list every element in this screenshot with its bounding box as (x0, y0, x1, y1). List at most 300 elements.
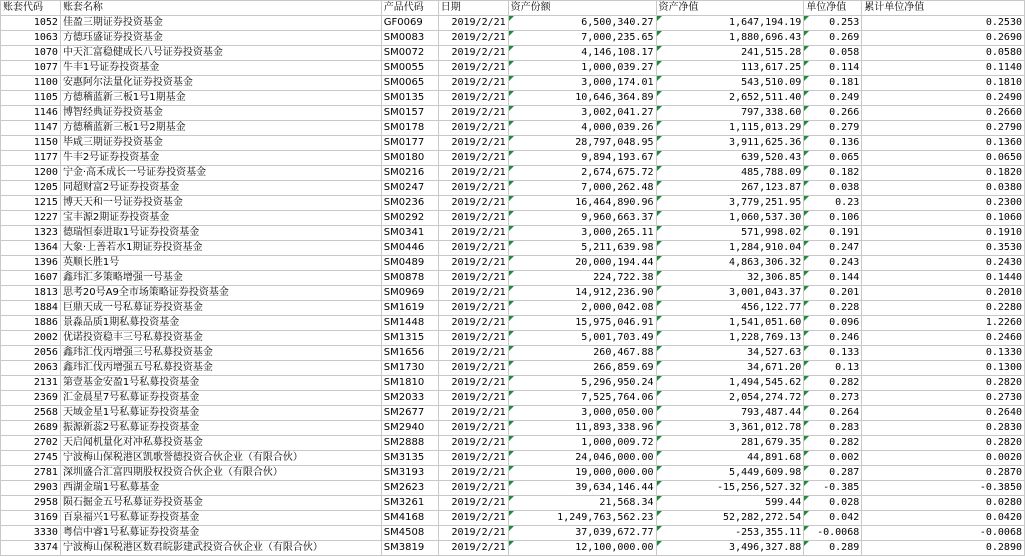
cell-code[interactable]: 1070 (1, 46, 61, 61)
cell-date[interactable]: 2019/2/21 (438, 421, 508, 436)
cell-shares[interactable]: 24,046,000.00 (508, 451, 656, 466)
cell-nav[interactable]: 485,788.09 (656, 166, 804, 181)
cell-date[interactable]: 2019/2/21 (438, 91, 508, 106)
cell-shares[interactable]: 20,000,194.44 (508, 256, 656, 271)
cell-date[interactable]: 2019/2/21 (438, 121, 508, 136)
cell-nav[interactable]: 4,863,306.32 (656, 256, 804, 271)
cell-unit-nav[interactable]: 0.002 (804, 451, 862, 466)
cell-cum-nav[interactable]: 0.2280 (862, 301, 1025, 316)
cell-nav[interactable]: 639,520.43 (656, 151, 804, 166)
header-unit-nav[interactable]: 单位净值 (804, 1, 862, 16)
cell-unit-nav[interactable]: 0.182 (804, 166, 862, 181)
cell-name[interactable]: 宁波梅山保税港区数君皖影建武投资合伙企业（有限合伙） (60, 541, 381, 556)
cell-unit-nav[interactable]: 0.106 (804, 211, 862, 226)
cell-shares[interactable]: 3,000,050.00 (508, 406, 656, 421)
cell-unit-nav[interactable]: 0.279 (804, 121, 862, 136)
cell-nav[interactable]: 1,880,696.43 (656, 31, 804, 46)
cell-cum-nav[interactable]: 0.2430 (862, 256, 1025, 271)
cell-unit-nav[interactable]: 0.144 (804, 271, 862, 286)
cell-date[interactable]: 2019/2/21 (438, 31, 508, 46)
cell-date[interactable]: 2019/2/21 (438, 286, 508, 301)
cell-nav[interactable]: 1,228,769.13 (656, 331, 804, 346)
cell-date[interactable]: 2019/2/21 (438, 331, 508, 346)
cell-cum-nav[interactable]: 0.0580 (862, 46, 1025, 61)
cell-product[interactable]: SM2623 (381, 481, 438, 496)
cell-product[interactable]: SM0157 (381, 106, 438, 121)
cell-cum-nav[interactable]: 0.1300 (862, 361, 1025, 376)
cell-date[interactable]: 2019/2/21 (438, 151, 508, 166)
header-date[interactable]: 日期 (438, 1, 508, 16)
cell-unit-nav[interactable]: 0.042 (804, 511, 862, 526)
cell-shares[interactable]: 7,000,262.48 (508, 181, 656, 196)
cell-product[interactable]: SM3135 (381, 451, 438, 466)
cell-product[interactable]: SM3819 (381, 541, 438, 556)
cell-nav[interactable]: 241,515.28 (656, 46, 804, 61)
cell-unit-nav[interactable]: 0.282 (804, 436, 862, 451)
cell-shares[interactable]: 16,464,890.96 (508, 196, 656, 211)
cell-cum-nav[interactable]: 0.0020 (862, 451, 1025, 466)
cell-name[interactable]: 巨鼎天成一号私募证券投资基金 (60, 301, 381, 316)
cell-nav[interactable]: 793,487.44 (656, 406, 804, 421)
cell-product[interactable]: SM0178 (381, 121, 438, 136)
cell-name[interactable]: 毕咸三期证券投资基金 (60, 136, 381, 151)
cell-cum-nav[interactable]: 0.2010 (862, 286, 1025, 301)
cell-date[interactable]: 2019/2/21 (438, 526, 508, 541)
cell-unit-nav[interactable]: -0.0068 (804, 526, 862, 541)
cell-name[interactable]: 同超财富2号证券投资基金 (60, 181, 381, 196)
cell-unit-nav[interactable]: 0.096 (804, 316, 862, 331)
cell-code[interactable]: 2903 (1, 481, 61, 496)
cell-name[interactable]: 汇金晨星7号私募证券投资基金 (60, 391, 381, 406)
cell-unit-nav[interactable]: 0.266 (804, 106, 862, 121)
cell-nav[interactable]: 599.44 (656, 496, 804, 511)
cell-product[interactable]: SM1656 (381, 346, 438, 361)
cell-nav[interactable]: 3,496,327.88 (656, 541, 804, 556)
cell-unit-nav[interactable]: 0.247 (804, 241, 862, 256)
cell-name[interactable]: 博智经典证券投资基金 (60, 106, 381, 121)
cell-product[interactable]: SM0072 (381, 46, 438, 61)
cell-code[interactable]: 1052 (1, 16, 61, 31)
cell-shares[interactable]: 266,859.69 (508, 361, 656, 376)
cell-name[interactable]: 鑫玮汇多策略增强一号基金 (60, 271, 381, 286)
cell-cum-nav[interactable]: 1.2260 (862, 316, 1025, 331)
cell-cum-nav[interactable]: 0.2870 (862, 466, 1025, 481)
cell-name[interactable]: 景淼品质1期私募投资基金 (60, 316, 381, 331)
cell-nav[interactable]: 3,779,251.95 (656, 196, 804, 211)
cell-name[interactable]: 德瑞恒泰进取1号证券投资基金 (60, 226, 381, 241)
cell-unit-nav[interactable]: 0.201 (804, 286, 862, 301)
cell-nav[interactable]: 1,284,910.04 (656, 241, 804, 256)
cell-cum-nav[interactable]: 0.0280 (862, 496, 1025, 511)
table-row (1, 496, 1025, 511)
cell-product[interactable]: SM1315 (381, 331, 438, 346)
cell-code[interactable]: 3374 (1, 541, 61, 556)
cell-name[interactable]: 牛丰1号证券投资基金 (60, 61, 381, 76)
cell-cum-nav[interactable]: 0.2730 (862, 391, 1025, 406)
cell-shares[interactable]: 2,674,675.72 (508, 166, 656, 181)
cell-code[interactable]: 1323 (1, 226, 61, 241)
cell-code[interactable]: 2958 (1, 496, 61, 511)
cell-unit-nav[interactable]: 0.249 (804, 91, 862, 106)
cell-code[interactable]: 2131 (1, 376, 61, 391)
cell-product[interactable]: SM0446 (381, 241, 438, 256)
cell-shares[interactable]: 19,000,000.00 (508, 466, 656, 481)
cell-unit-nav[interactable]: 0.283 (804, 421, 862, 436)
cell-date[interactable]: 2019/2/21 (438, 61, 508, 76)
cell-code[interactable]: 1215 (1, 196, 61, 211)
table-row (1, 406, 1025, 421)
cell-shares[interactable]: 12,100,000.00 (508, 541, 656, 556)
cell-date[interactable]: 2019/2/21 (438, 391, 508, 406)
cell-unit-nav[interactable]: 0.191 (804, 226, 862, 241)
cell-nav[interactable]: 34,527.63 (656, 346, 804, 361)
cell-shares[interactable]: 5,296,950.24 (508, 376, 656, 391)
cell-cum-nav[interactable]: 0.0650 (862, 151, 1025, 166)
cell-code[interactable]: 1813 (1, 286, 61, 301)
cell-nav[interactable]: 5,449,609.98 (656, 466, 804, 481)
cell-unit-nav[interactable]: 0.114 (804, 61, 862, 76)
cell-name[interactable]: 优诺投资稳丰三号私募投资基金 (60, 331, 381, 346)
cell-unit-nav[interactable]: 0.243 (804, 256, 862, 271)
cell-unit-nav[interactable]: 0.13 (804, 361, 862, 376)
cell-unit-nav[interactable]: 0.287 (804, 466, 862, 481)
cell-date[interactable]: 2019/2/21 (438, 106, 508, 121)
cell-shares[interactable]: 11,893,338.96 (508, 421, 656, 436)
cell-unit-nav[interactable]: -0.385 (804, 481, 862, 496)
table-row (1, 226, 1025, 241)
cell-product[interactable]: GF0069 (381, 16, 438, 31)
cell-cum-nav[interactable]: 0.2790 (862, 121, 1025, 136)
cell-unit-nav[interactable]: 0.058 (804, 46, 862, 61)
cell-nav[interactable]: -15,256,527.32 (656, 481, 804, 496)
cell-code[interactable]: 2689 (1, 421, 61, 436)
cell-date[interactable]: 2019/2/21 (438, 76, 508, 91)
cell-code[interactable]: 1150 (1, 136, 61, 151)
cell-date[interactable]: 2019/2/21 (438, 316, 508, 331)
cell-nav[interactable]: 113,617.25 (656, 61, 804, 76)
cell-name[interactable]: 牛丰2号证券投资基金 (60, 151, 381, 166)
cell-name[interactable]: 鑫玮汇伐丙增强五号私募投资基金 (60, 361, 381, 376)
cell-code[interactable]: 1177 (1, 151, 61, 166)
cell-date[interactable]: 2019/2/21 (438, 136, 508, 151)
header-product[interactable]: 产品代码 (381, 1, 438, 16)
cell-date[interactable]: 2019/2/21 (438, 46, 508, 61)
cell-unit-nav[interactable]: 0.181 (804, 76, 862, 91)
cell-code[interactable]: 2002 (1, 331, 61, 346)
cell-product[interactable]: SM2940 (381, 421, 438, 436)
cell-nav[interactable]: 456,122.77 (656, 301, 804, 316)
cell-nav[interactable]: 3,001,043.37 (656, 286, 804, 301)
cell-name[interactable]: 百泉福兴1号私募证券投资基金 (60, 511, 381, 526)
cell-shares[interactable]: 4,146,108.17 (508, 46, 656, 61)
cell-product[interactable]: SM1448 (381, 316, 438, 331)
cell-date[interactable]: 2019/2/21 (438, 511, 508, 526)
cell-code[interactable]: 1146 (1, 106, 61, 121)
cell-nav[interactable]: 571,998.02 (656, 226, 804, 241)
cell-nav[interactable]: 1,115,013.29 (656, 121, 804, 136)
table-row (1, 331, 1025, 346)
cell-cum-nav[interactable]: 0.2820 (862, 436, 1025, 451)
cell-nav[interactable]: 267,123.87 (656, 181, 804, 196)
cell-unit-nav[interactable]: 0.028 (804, 496, 862, 511)
cell-code[interactable]: 1886 (1, 316, 61, 331)
cell-unit-nav[interactable]: 0.065 (804, 151, 862, 166)
cell-shares[interactable]: 21,568.34 (508, 496, 656, 511)
cell-product[interactable]: SM0878 (381, 271, 438, 286)
cell-product[interactable]: SM0135 (381, 91, 438, 106)
cell-shares[interactable]: 14,912,236.90 (508, 286, 656, 301)
cell-date[interactable]: 2019/2/21 (438, 376, 508, 391)
cell-name[interactable]: 中天汇富稳健成长八号证券投资基金 (60, 46, 381, 61)
cell-code[interactable]: 2369 (1, 391, 61, 406)
cell-nav[interactable]: 34,671.20 (656, 361, 804, 376)
cell-name[interactable]: 英顺长胜1号 (60, 256, 381, 271)
cell-cum-nav[interactable]: 0.1440 (862, 271, 1025, 286)
cell-nav[interactable]: 2,054,274.72 (656, 391, 804, 406)
cell-product[interactable]: SM0489 (381, 256, 438, 271)
cell-code[interactable]: 1227 (1, 211, 61, 226)
cell-product[interactable]: SM3193 (381, 466, 438, 481)
cell-cum-nav[interactable]: 0.2690 (862, 31, 1025, 46)
cell-unit-nav[interactable]: 0.246 (804, 331, 862, 346)
cell-nav[interactable]: 797,338.60 (656, 106, 804, 121)
cell-shares[interactable]: 1,000,009.72 (508, 436, 656, 451)
cell-name[interactable]: 宁波梅山保税港区凯歌誉德投资合伙企业（有限合伙） (60, 451, 381, 466)
cell-name[interactable]: 博天天和一号证券投资基金 (60, 196, 381, 211)
cell-product[interactable]: SM0180 (381, 151, 438, 166)
cell-cum-nav[interactable]: 0.1910 (862, 226, 1025, 241)
cell-shares[interactable]: 1,000,039.27 (508, 61, 656, 76)
cell-code[interactable]: 2702 (1, 436, 61, 451)
cell-cum-nav[interactable]: 0.1810 (862, 76, 1025, 91)
cell-name[interactable]: 深圳盛合汇富四期股权投资合伙企业（有限合伙） (60, 466, 381, 481)
cell-name[interactable]: 思考20号A9全市场策略证券投资基金 (60, 286, 381, 301)
cell-cum-nav[interactable]: 0.2460 (862, 331, 1025, 346)
cell-cum-nav[interactable]: 0.0420 (862, 511, 1025, 526)
cell-date[interactable]: 2019/2/21 (438, 211, 508, 226)
header-code[interactable]: 账套代码 (1, 1, 61, 16)
header-nav[interactable]: 资产净值 (656, 1, 804, 16)
cell-date[interactable]: 2019/2/21 (438, 406, 508, 421)
cell-name[interactable]: 方德稽蓝新三板1号2期基金 (60, 121, 381, 136)
cell-code[interactable]: 3169 (1, 511, 61, 526)
cell-name[interactable]: 宝丰源2期证券投资基金 (60, 211, 381, 226)
cell-code[interactable]: 1205 (1, 181, 61, 196)
cell-cum-nav[interactable]: 0.1360 (862, 136, 1025, 151)
cell-product[interactable]: SM1619 (381, 301, 438, 316)
cell-nav[interactable]: 44,891.68 (656, 451, 804, 466)
cell-date[interactable]: 2019/2/21 (438, 466, 508, 481)
cell-product[interactable]: SM0065 (381, 76, 438, 91)
cell-name[interactable]: 第壹基金安盈1号私募投资基金 (60, 376, 381, 391)
cell-shares[interactable]: 7,000,235.65 (508, 31, 656, 46)
cell-nav[interactable]: 52,282,272.54 (656, 511, 804, 526)
cell-shares[interactable]: 37,039,672.77 (508, 526, 656, 541)
cell-date[interactable]: 2019/2/21 (438, 196, 508, 211)
cell-date[interactable]: 2019/2/21 (438, 451, 508, 466)
cell-product[interactable]: SM3261 (381, 496, 438, 511)
cell-product[interactable]: SM0247 (381, 181, 438, 196)
cell-name[interactable]: 鑫玮汇伐丙增强三号私募投资基金 (60, 346, 381, 361)
cell-name[interactable]: 宁金·高禾成长一号证券投资基金 (60, 166, 381, 181)
cell-cum-nav[interactable]: 0.2890 (862, 541, 1025, 556)
cell-shares[interactable]: 15,975,046.91 (508, 316, 656, 331)
cell-cum-nav[interactable]: -0.0068 (862, 526, 1025, 541)
cell-cum-nav[interactable]: 0.3530 (862, 241, 1025, 256)
cell-product[interactable]: SM0083 (381, 31, 438, 46)
cell-code[interactable]: 2056 (1, 346, 61, 361)
cell-shares[interactable]: 28,797,048.95 (508, 136, 656, 151)
cell-product[interactable]: SM4508 (381, 526, 438, 541)
cell-shares[interactable]: 3,000,265.11 (508, 226, 656, 241)
cell-date[interactable]: 2019/2/21 (438, 361, 508, 376)
cell-name[interactable]: 陨石掘金五号私募证券投资基金 (60, 496, 381, 511)
cell-cum-nav[interactable]: 0.2830 (862, 421, 1025, 436)
cell-code[interactable]: 1100 (1, 76, 61, 91)
cell-cum-nav[interactable]: 0.1820 (862, 166, 1025, 181)
cell-unit-nav[interactable]: 0.23 (804, 196, 862, 211)
cell-cum-nav[interactable]: 0.2640 (862, 406, 1025, 421)
cell-shares[interactable]: 6,500,340.27 (508, 16, 656, 31)
cell-cum-nav[interactable]: 0.2660 (862, 106, 1025, 121)
cell-nav[interactable]: 3,911,625.36 (656, 136, 804, 151)
cell-cum-nav[interactable]: 0.2820 (862, 376, 1025, 391)
cell-nav[interactable]: 1,060,537.30 (656, 211, 804, 226)
cell-name[interactable]: 粤信中睿1号私募证券投资基金 (60, 526, 381, 541)
cell-nav[interactable]: 543,510.09 (656, 76, 804, 91)
cell-product[interactable]: SM0177 (381, 136, 438, 151)
cell-unit-nav[interactable]: 0.273 (804, 391, 862, 406)
cell-unit-nav[interactable]: 0.228 (804, 301, 862, 316)
cell-code[interactable]: 2781 (1, 466, 61, 481)
cell-date[interactable]: 2019/2/21 (438, 436, 508, 451)
cell-unit-nav[interactable]: 0.264 (804, 406, 862, 421)
cell-code[interactable]: 1364 (1, 241, 61, 256)
cell-code[interactable]: 2745 (1, 451, 61, 466)
cell-shares[interactable]: 9,894,193.67 (508, 151, 656, 166)
cell-name[interactable]: 方德珏盛证券投资基金 (60, 31, 381, 46)
cell-product[interactable]: SM1730 (381, 361, 438, 376)
cell-unit-nav[interactable]: 0.289 (804, 541, 862, 556)
cell-nav[interactable]: 1,494,545.62 (656, 376, 804, 391)
cell-name[interactable]: 天启闻机量化对冲私募投资基金 (60, 436, 381, 451)
cell-date[interactable]: 2019/2/21 (438, 541, 508, 556)
cell-shares[interactable]: 10,646,364.89 (508, 91, 656, 106)
cell-shares[interactable]: 4,000,039.26 (508, 121, 656, 136)
header-cum-nav[interactable]: 累计单位净值 (862, 1, 1025, 16)
cell-date[interactable]: 2019/2/21 (438, 166, 508, 181)
cell-unit-nav[interactable]: 0.269 (804, 31, 862, 46)
cell-cum-nav[interactable]: 0.2530 (862, 16, 1025, 31)
cell-date[interactable]: 2019/2/21 (438, 346, 508, 361)
header-shares[interactable]: 资产份额 (508, 1, 656, 16)
cell-shares[interactable]: 224,722.38 (508, 271, 656, 286)
cell-unit-nav[interactable]: 0.038 (804, 181, 862, 196)
cell-unit-nav[interactable]: 0.136 (804, 136, 862, 151)
cell-date[interactable]: 2019/2/21 (438, 496, 508, 511)
cell-code[interactable]: 2063 (1, 361, 61, 376)
cell-code[interactable]: 3330 (1, 526, 61, 541)
cell-nav[interactable]: 32,306.85 (656, 271, 804, 286)
cell-code[interactable]: 1607 (1, 271, 61, 286)
cell-shares[interactable]: 260,467.88 (508, 346, 656, 361)
cell-date[interactable]: 2019/2/21 (438, 256, 508, 271)
cell-cum-nav[interactable]: 0.1330 (862, 346, 1025, 361)
cell-name[interactable]: 天域金星1号私募证券投资基金 (60, 406, 381, 421)
cell-product[interactable]: SM0969 (381, 286, 438, 301)
cell-code[interactable]: 1884 (1, 301, 61, 316)
cell-code[interactable]: 2568 (1, 406, 61, 421)
cell-unit-nav[interactable]: 0.282 (804, 376, 862, 391)
cell-name[interactable]: 佳盈三期证券投资基金 (60, 16, 381, 31)
cell-unit-nav[interactable]: 0.253 (804, 16, 862, 31)
cell-date[interactable]: 2019/2/21 (438, 226, 508, 241)
cell-shares[interactable]: 2,000,042.08 (508, 301, 656, 316)
cell-cum-nav[interactable]: -0.3850 (862, 481, 1025, 496)
cell-product[interactable]: SM0216 (381, 166, 438, 181)
cell-nav[interactable]: 1,647,194.19 (656, 16, 804, 31)
cell-shares[interactable]: 9,960,663.37 (508, 211, 656, 226)
cell-shares[interactable]: 7,525,764.06 (508, 391, 656, 406)
cell-product[interactable]: SM4168 (381, 511, 438, 526)
cell-date[interactable]: 2019/2/21 (438, 481, 508, 496)
cell-code[interactable]: 1396 (1, 256, 61, 271)
cell-shares[interactable]: 3,000,174.01 (508, 76, 656, 91)
cell-nav[interactable]: 2,652,511.40 (656, 91, 804, 106)
cell-shares[interactable]: 3,002,041.27 (508, 106, 656, 121)
cell-nav[interactable]: -253,355.11 (656, 526, 804, 541)
cell-cum-nav[interactable]: 0.1060 (862, 211, 1025, 226)
cell-nav[interactable]: 281,679.35 (656, 436, 804, 451)
cell-name[interactable]: 方德稽蓝新三板1号1期基金 (60, 91, 381, 106)
cell-product[interactable]: SM2033 (381, 391, 438, 406)
cell-shares[interactable]: 1,249,763,562.23 (508, 511, 656, 526)
cell-nav[interactable]: 3,361,012.78 (656, 421, 804, 436)
cell-code[interactable]: 1200 (1, 166, 61, 181)
cell-date[interactable]: 2019/2/21 (438, 271, 508, 286)
cell-product[interactable]: SM0236 (381, 196, 438, 211)
cell-date[interactable]: 2019/2/21 (438, 181, 508, 196)
cell-product[interactable]: SM0341 (381, 226, 438, 241)
cell-date[interactable]: 2019/2/21 (438, 241, 508, 256)
cell-unit-nav[interactable]: 0.133 (804, 346, 862, 361)
cell-shares[interactable]: 5,211,639.98 (508, 241, 656, 256)
cell-product[interactable]: SM1810 (381, 376, 438, 391)
cell-name[interactable]: 西湖金瑞1号私募基金 (60, 481, 381, 496)
cell-shares[interactable]: 39,634,146.44 (508, 481, 656, 496)
cell-nav[interactable]: 1,541,051.60 (656, 316, 804, 331)
cell-product[interactable]: SM0292 (381, 211, 438, 226)
cell-cum-nav[interactable]: 0.2490 (862, 91, 1025, 106)
cell-date[interactable]: 2019/2/21 (438, 301, 508, 316)
cell-name[interactable]: 安惠阿尔法量化证券投资基金 (60, 76, 381, 91)
header-name[interactable]: 账套名称 (60, 1, 381, 16)
cell-name[interactable]: 振源新蕊2号私募证券投资基金 (60, 421, 381, 436)
cell-shares[interactable]: 5,001,703.49 (508, 331, 656, 346)
cell-product[interactable]: SM2677 (381, 406, 438, 421)
cell-cum-nav[interactable]: 0.0380 (862, 181, 1025, 196)
cell-date[interactable]: 2019/2/21 (438, 16, 508, 31)
cell-cum-nav[interactable]: 0.2300 (862, 196, 1025, 211)
cell-product[interactable]: SM0055 (381, 61, 438, 76)
cell-code[interactable]: 1063 (1, 31, 61, 46)
cell-code[interactable]: 1077 (1, 61, 61, 76)
cell-name[interactable]: 大象·上善若水1期证券投资基金 (60, 241, 381, 256)
cell-cum-nav[interactable]: 0.1140 (862, 61, 1025, 76)
cell-code[interactable]: 1105 (1, 91, 61, 106)
cell-product[interactable]: SM2888 (381, 436, 438, 451)
cell-code[interactable]: 1147 (1, 121, 61, 136)
